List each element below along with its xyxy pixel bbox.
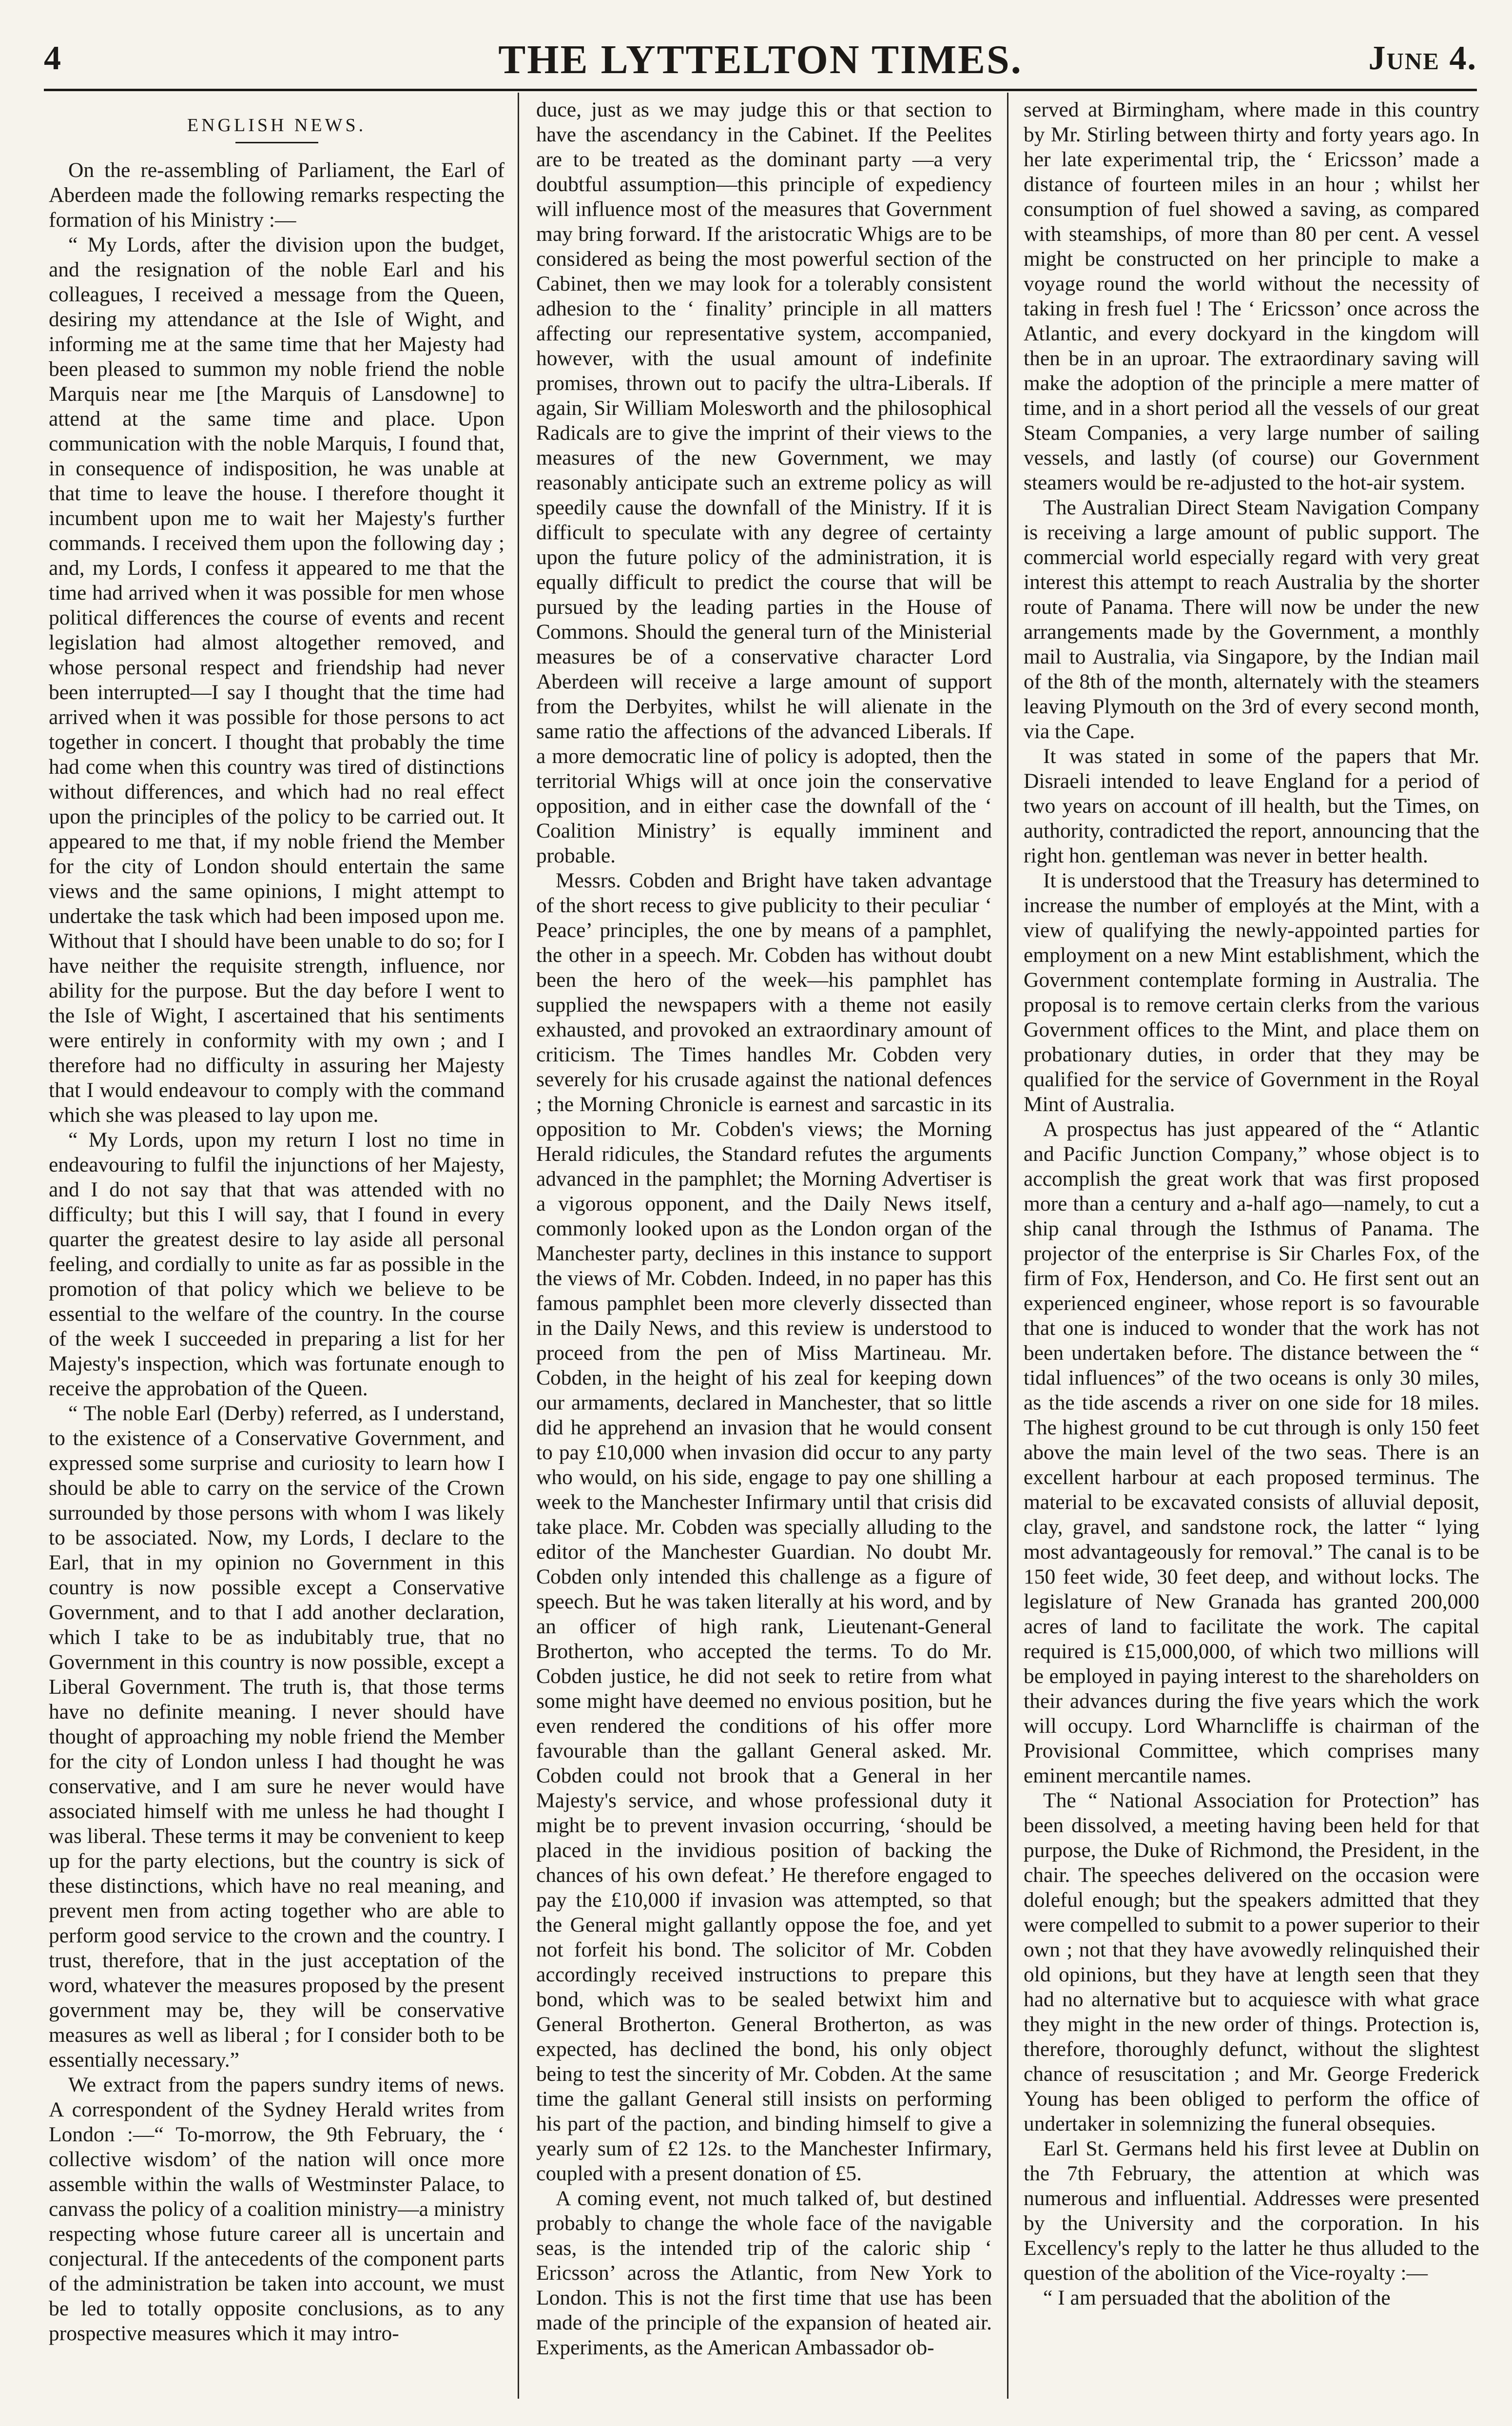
article-paragraph: Earl St. Germans held his first levee at Dublin on the 7th February, the attention at which was numerous and influential. Addresses were presented by the University and the corporation. In his Excellency's reply to the latter he thus alluded to the question of the abolition of the Vice-royalty :— — [1024, 2137, 1479, 2285]
article-paragraph: On the re-assembling of Parliament, the Earl of Aberdeen made the following remarks respecting the formation of his Ministry :— — [49, 158, 504, 232]
newspaper-title: THE LYTTELTON TIMES. — [498, 37, 1023, 82]
column-2 — [536, 98, 992, 2408]
column-divider — [518, 93, 519, 2399]
article-paragraph: served at Birmingham, where made in this country by Mr. Stirling between thirty and forty years ago. In her late experimental trip, the ‘ Ericsson’ made a distance of fourteen miles in an hour ; whilst her consumption of fuel showed a saving, as compared with steamships, of more than 80 per cent. A vessel might be constructed on her principle to make a voyage round the world without the necessity of taking in fresh fuel ! The ‘ Ericsson’ once across the Atlantic, and every dockyard in the kingdom will then be in an uproar. The extraordinary saving will make the adoption of the principle a mere matter of time, and in a short period all the vessels of our great Steam Companies, a very large number of sailing vessels, and lastly (of course) our Government steamers would be re-adjusted to the hot-air system. — [1024, 98, 1479, 494]
section-heading: ENGLISH NEWS. — [187, 115, 367, 136]
heading-rule — [235, 142, 318, 143]
article-paragraph: A coming event, not much talked of, but destined probably to change the whole face of the navigable seas, is the intended trip of the caloric ship ‘ Ericsson’ across the Atlantic, from New York to London. This is not the first time that use has been made of the principle of the expansion of heated air. Experiments, as the American Ambassador ob- — [536, 2187, 992, 2359]
issue-date: June 4. — [1368, 39, 1477, 77]
article-paragraph: The Australian Direct Steam Navigation Company is receiving a large amount of public support. The commercial world especially regard with very great interest this attempt to reach Australia by the shorter route of Panama. There will now be under the new arrangements made by the Government, a monthly mail to Australia, via Singapore, by the Indian mail of the 8th of the month, alternately with the steamers leaving Plymouth on the 3rd of every second month, via the Cape. — [1024, 496, 1479, 743]
article-paragraph: “ My Lords, upon my return I lost no time in endeavouring to fulfil the injunctions of her Majesty, and I do not say that that was attended with no difficulty; but this I will say, that I found in every quarter the greatest desire to lay aside all personal feeling, and cordially to unite as far as possible in the promotion of that policy which we believe to be essential to the welfare of the country. In the course of the week I succeeded in preparing a list for her Majesty's inspection, which was fortunate enough to receive the approbation of the Queen. — [49, 1128, 504, 1400]
masthead-rule — [44, 89, 1477, 91]
page-number: 4 — [44, 39, 61, 77]
column-1 — [49, 102, 504, 2413]
article-paragraph: duce, just as we may judge this or that section to have the ascendancy in the Cabinet. If the Peelites are to be treated as the dominant party —a very doubtful assumption—this principle of expediency will influence most of the measures that Government may bring forward. If the aristocratic Whigs are to be considered as being the most powerful section of the Cabinet, then we may look for a tolerably consistent adhesion to the ‘ finality’ principle in all matters affecting our representative system, accompanied, however, with the usual amount of indefinite promises, thrown out to pacify the ultra-Liberals. If again, Sir William Molesworth and the philosophical Radicals are to give the imprint of their views to the measures of the new Government, we may reasonably anticipate such an extreme policy as will speedily cause the downfall of the Ministry. If it is difficult to speculate with any degree of certainty upon the future policy of the administration, it is equally difficult to predict the course that will be pursued by the leading parties in the House of Commons. Should the general turn of the Ministerial measures be of a conservative character Lord Aberdeen will receive a large amount of support from the Derbyites, whilst he will alienate in the same ratio the affections of the advanced Liberals. If a more democratic line of policy is adopted, then the territorial Whigs will at once join the conservative opposition, and in either case the downfall of the ‘ Coalition Ministry’ is equally imminent and probable. — [536, 98, 992, 867]
column-divider — [1007, 93, 1008, 2399]
article-paragraph: “ My Lords, after the division upon the budget, and the resignation of the noble Earl and his colleagues, I received a message from the Queen, desiring my attendance at the Isle of Wight, and informing me at the same time that her Majesty had been pleased to summon my noble friend the noble Marquis near me [the Marquis of Lansdowne] to attend at the same time and place. Upon communication with the noble Marquis, I found that, in consequence of indisposition, he was unable at that time to leave the house. I therefore thought it incumbent upon me to wait her Majesty's further commands. I received them upon the following day ; and, my Lords, I confess it appeared to me that the time had arrived when it was possible for men whose political differences the course of events and recent legislation had almost altogether removed, and whose personal respect and friendship had never been interrupted—I say I thought that the time had arrived when it was possible for those persons to act together in concert. I thought that probably the time had come when this country was tired of distinctions without differences, and which had no real effect upon the principles of the policy to be carried out. It appeared to me that, if my noble friend the Member for the city of London should entertain the same views and the same opinions, I might attempt to undertake the task which had been imposed upon me. Without that I should have been unable to do so; for I have neither the requisite strength, influence, nor ability for the purpose. But the day before I went to the Isle of Wight, I ascertained that his sentiments were entirely in conformity with my own ; and I therefore had no difficulty in assuring her Majesty that I would endeavour to comply with the command which she was pleased to lay upon me. — [49, 233, 504, 1127]
column-3 — [1024, 98, 1479, 2408]
article-paragraph: It is understood that the Treasury has determined to increase the number of employés at the Mint, with a view of qualifying the newly-appointed parties for employment on a new Mint establishment, which the Government contemplate forming in Australia. The proposal is to remove certain clerks from the various Government offices to the Mint, and place them on probationary duties, in order that they may be qualified for the service of Government in the Royal Mint of Australia. — [1024, 869, 1479, 1116]
article-paragraph: We extract from the papers sundry items of news. A correspondent of the Sydney Herald writes from London :—“ To-morrow, the 9th February, the ‘ collective wisdom’ of the nation will once more assemble within the walls of Westminster Palace, to canvass the policy of a coalition ministry—a ministry respecting whose future career all is uncertain and conjectural. If the antecedents of the component parts of the administration be taken into account, we must be led to totally opposite conclusions, as to any prospective measures which it may intro- — [49, 2073, 504, 2345]
masthead — [44, 25, 1477, 83]
article-paragraph: “ I am persuaded that the abolition of the — [1043, 2286, 1391, 2309]
article-paragraph: A prospectus has just appeared of the “ Atlantic and Pacific Junction Company,” whose object is to accomplish the great work that was first proposed more than a century and a-half ago—namely, to cut a ship canal through the Isthmus of Panama. The projector of the enterprise is Sir Charles Fox, of the firm of Fox, Henderson, and Co. He first sent out an experienced engineer, whose report is so favourable that one is induced to wonder that the work has not been undertaken before. The distance between the “ tidal influences” of the two oceans is only 30 miles, as the tide ascends a river on one side for 18 miles. The highest ground to be cut through is only 150 feet above the main level of the two seas. There is an excellent harbour at each proposed terminus. The material to be excavated consists of alluvial deposit, clay, gravel, and sandstone rock, the latter “ lying most advantageously for removal.” The canal is to be 150 feet wide, 30 feet deep, and without locks. The legislature of New Granada has granted 200,000 acres of land to facilitate the work. The capital required is £15,000,000, of which two millions will be employed in paying interest to the shareholders on their advances during the five years which the work will occupy. Lord Wharncliffe is chairman of the Provisional Committee, which comprises many eminent mercantile names. — [1024, 1117, 1479, 1787]
article-paragraph: The “ National Association for Protection” has been dissolved, a meeting having been held for that purpose, the Duke of Richmond, the President, in the chair. The speeches delivered on the occasion were doleful enough; but the speakers admitted that they were compelled to submit to a power superior to their own ; not that they have avowedly relinquished their old opinions, but they have at length seen that they had no alternative but to acquiesce with what grace they might in the new order of things. Protection is, therefore, thoroughly defunct, without the slightest chance of resuscitation ; and Mr. George Frederick Young has been obliged to perform the office of undertaker in solemnizing the funeral obsequies. — [1024, 1789, 1479, 2135]
article-paragraph: Messrs. Cobden and Bright have taken advantage of the short recess to give publicity to their peculiar ‘ Peace’ principles, the one by means of a pamphlet, the other in a speech. Mr. Cobden has without doubt been the hero of the week—his pamphlet has supplied the newspapers with a theme not easily exhausted, and provoked an extraordinary amount of criticism. The Times handles Mr. Cobden very severely for his crusade against the national defences ; the Morning Chronicle is earnest and sarcastic in its opposition to Mr. Cobden's views; the Morning Herald ridicules, the Standard refutes the arguments advanced in the pamphlet; the Morning Advertiser is a vigorous opponent, and the Daily News itself, commonly looked upon as the London organ of the Manchester party, declines in this instance to support the views of Mr. Cobden. Indeed, in no paper has this famous pamphlet been more cleverly dissected than in the Daily News, and this review is understood to proceed from the pen of Miss Martineau. Mr. Cobden, in the height of his zeal for keeping down our armaments, declared in Manchester, that so little did he apprehend an invasion that he would consent to pay £10,000 when invasion did occur to any party who would, on his side, engage to pay one shilling a week to the Manchester Infirmary until that crisis did take place. Mr. Cobden was specially alluding to the editor of the Manchester Guardian. No doubt Mr. Cobden only intended this challenge as a figure of speech. But he was taken literally at his word, and by an officer of high rank, Lieutenant-General Brotherton, who accepted the terms. To do Mr. Cobden justice, he did not seek to retire from what some might have deemed no envious position, but he even rendered the conditions of his offer more favourable than the gallant General asked. Mr. Cobden could not brook that a General in her Majesty's service, and whose professional duty it might be to prevent invasion occurring, ‘should be placed in the invidious position of backing the chances of his own defeat.’ He therefore engaged to pay the £10,000 if invasion was attempted, so that the General might gallantly oppose the foe, and yet not forfeit his bond. The solicitor of Mr. Cobden accordingly received instructions to prepare this bond, which was to be sealed betwixt him and General Brotherton. General Brotherton, as was expected, has declined the bond, his only object being to test the sincerity of Mr. Cobden. At the same time the gallant General still insists on performing his part of the paction, and binding himself to give a yearly sum of £2 12s. to the Manchester Infirmary, coupled with a present donation of £5. — [536, 869, 992, 2185]
article-paragraph: “ The noble Earl (Derby) referred, as I understand, to the existence of a Conservative Government, and expressed some surprise and curiosity to learn how I should be able to carry on the service of the Crown surrounded by those persons with whom I was likely to be associated. Now, my Lords, I declare to the Earl, that in my opinion no Government in this country is now possible except a Conservative Government, and to that I add another declaration, which I take to be as indubitably true, that no Government in this country is now possible, except a Liberal Government. The truth is, that those terms have no definite meaning. I never should have thought of approaching my noble friend the Member for the city of London unless I had thought he was conservative, and I am sure he never would have associated himself with me unless he had thought I was liberal. These terms it may be convenient to keep up for the party elections, but the country is sick of these distinctions, which have no real meaning, and prevent men from acting together who are able to perform good service to the crown and the country. I trust, therefore, that in the just acceptation of the word, whatever the measures proposed by the present government may be, they will be conservative measures as well as liberal ; for I consider both to be essentially necessary.” — [49, 1402, 504, 2072]
article-paragraph: It was stated in some of the papers that Mr. Disraeli intended to leave England for a period of two years on account of ill health, but the Times, on authority, contradicted the report, announcing that the right hon. gentleman was never in better health. — [1024, 744, 1479, 867]
